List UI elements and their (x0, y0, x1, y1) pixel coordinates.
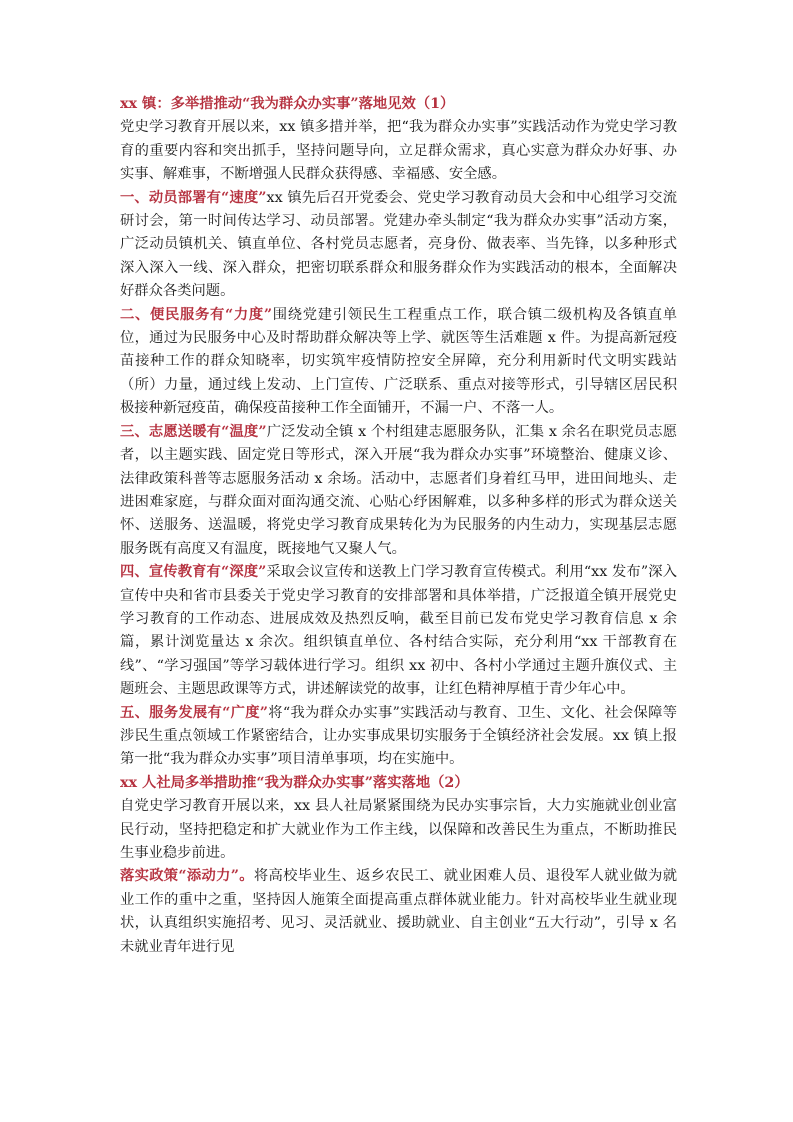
section-lead: 二、便民服务有“力度” (120, 306, 273, 323)
article-1-section-4 (120, 561, 677, 701)
article-1-intro: 党史学习教育开展以来，xx 镇多措并举，把“我为群众办实事”实践活动作为党史学习教育的重要内容和突出抓手，坚持问题导向，立足群众需求，真心实意为群众办好事、办实事、解难事，不断增强人民群众获得感、幸福感、安全感。 (120, 119, 677, 183)
section-lead: 五、服务发展有“广度” (120, 704, 268, 721)
article-1-section-2 (120, 304, 677, 421)
article-1-title: xx 镇：多举措推动“我为群众办实事”落地见效（1） (120, 96, 455, 112)
section-lead: 一、动员部署有“速度” (120, 189, 267, 206)
article-1-section-3 (120, 421, 677, 561)
article-2-title: xx 人社局多举措助推“我为群众办实事”落实落地（2） (120, 774, 469, 791)
document-body (120, 93, 677, 959)
section-body: 将“我为群众办实事”实践活动与教育、卫生、文化、社会保障等涉民生重点领域工作紧密结合，让办实事成果切实服务于全镇经济社会发展。xx 镇上报第一批“我为群众办实事”项目清单事项，均在实施中。 (120, 704, 677, 768)
article-1-section-5 (120, 702, 677, 772)
article-1-section-1 (120, 187, 677, 304)
section-lead: 三、志愿送暖有“温度” (120, 423, 267, 440)
section-body: xx 镇先后召开党委会、党史学习教育动员大会和中心组学习交流研讨会，第一时间传达学习、动员部署。党建办牵头制定“我为群众办实事”活动方案，广泛动员镇机关、镇直单位、各村党员志愿者，亮身份、做表率、当先锋，以多种形式深入深入一线、深入群众，把密切联系群众和服务群众作为实践活动的根本，全面解决好群众各类问题。 (120, 189, 677, 300)
section-lead: 落实政策“添动力”。 (120, 868, 254, 885)
section-body: 围绕党建引领民生工程重点工作，联合镇二级机构及各镇直单位，通过为民服务中心及时帮助群众解决等上学、就医等生活难题 x 件。为提高新冠疫苗接种工作的群众知晓率，切实筑牢疫情防控安全屏障，充分利用新时代文明实践站（所）力量，通过线上发动、上门宣传、广泛联系、重点对接等形式，引导辖区居民积极接种新冠疫苗，确保疫苗接种工作全面铺开，不漏一户、不落一人。 (120, 306, 677, 417)
section-body: 采取会议宣传和送教上门学习教育宣传模式。利用“xx 发布”深入宣传中央和省市县委关于党史学习教育的安排部署和具体举措，广泛报道全镇开展党史学习教育的工作动态、进展成效及热烈反响，截至目前已发布党史学习教育信息 x 余篇，累计浏览量达 x 余次。组织镇直单位、各村结合实际，充分利用“xx 干部教育在线”、“学习强国”等学习载体进行学习。组织 xx 初中、各村小学通过主题升旗仪式、主题班会、主题思政课等方式，讲述解读党的故事，让红色精神厚植于青少年心中。 (120, 564, 677, 698)
section-lead: 四、宣传教育有“深度” (120, 564, 267, 581)
section-body: 将高校毕业生、返乡农民工、就业困难人员、退役军人就业做为就业工作的重中之重，坚持因人施策全面提高重点群体就业能力。针对高校毕业生就业现状，认真组织实施招考、见习、灵活就业、援助就业、自主创业“五大行动”，引导 x 名未就业青年进行见 (120, 868, 678, 955)
article-2-section-1 (120, 865, 677, 959)
article-2-intro: 自党史学习教育开展以来，xx 县人社局紧紧围绕为民办实事宗旨，大力实施就业创业富民行动，坚持把稳定和扩大就业作为工作主线，以保障和改善民生为重点，不断助推民生事业稳步前进。 (120, 798, 677, 861)
section-body: 广泛发动全镇 x 个村组建志愿服务队，汇集 x 余名在职党员志愿者，以主题实践、固定党日等形式，深入开展“我为群众办实事”环境整治、健康义诊、法律政策科普等志愿服务活动 x 余场。活动中，志愿者们身着红马甲，进田间地头、走进困难家庭，与群众面对面沟通交流、心贴心纾困解难，以多种多样的形式为群众送关怀、送服务、送温暖，将党史学习教育成果转化为为民服务的内生动力，实现基层志愿服务既有高度又有温度，既接地气又聚人气。 (120, 423, 677, 557)
